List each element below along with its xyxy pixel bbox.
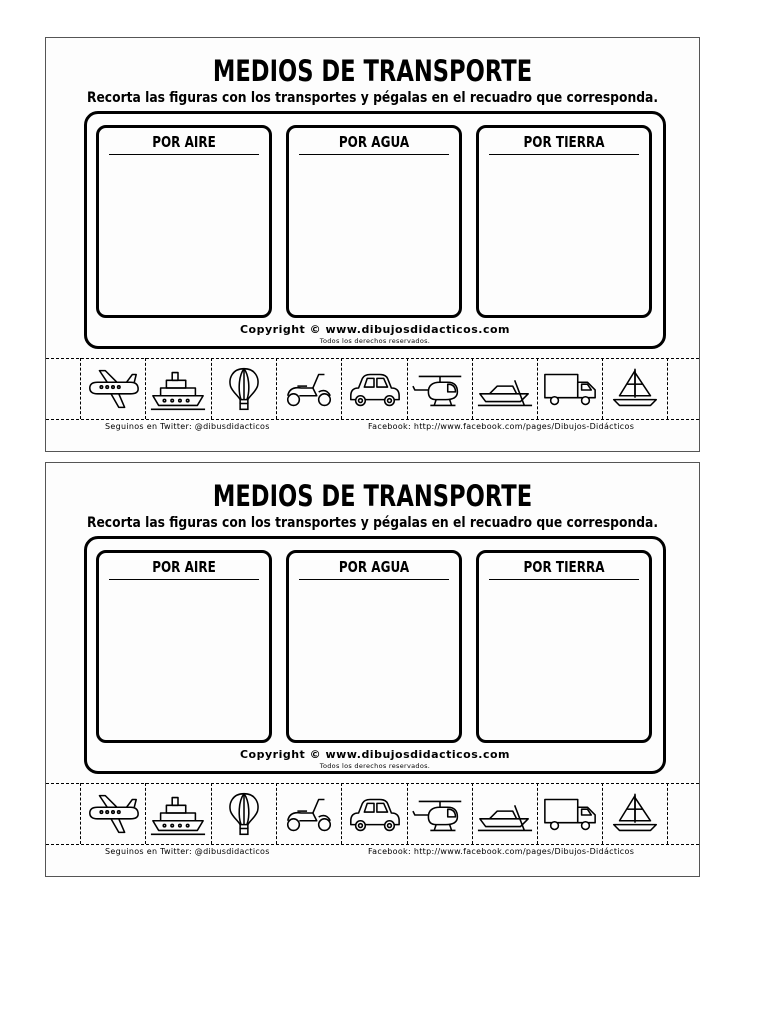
- twitter-footer: Seguinos en Twitter: @dibusdidacticos: [105, 847, 270, 856]
- instruction-text: Recorta las figuras con los transportes y pégalas en el recuadro que corresponda.: [86, 515, 659, 531]
- worksheet-2: [45, 462, 700, 877]
- facebook-footer: Facebook: http://www.facebook.com/pages/Dibujos-Didácticos: [368, 422, 635, 431]
- column-air: [96, 125, 272, 318]
- copyright-text: Copyright © www.dibujosdidacticos.com: [239, 748, 510, 761]
- column-land-title: POR TIERRA: [523, 133, 605, 151]
- airplane-icon: [80, 358, 145, 419]
- column-land: [476, 125, 652, 318]
- divider: [109, 579, 259, 580]
- car-icon: [341, 783, 406, 844]
- airplane-icon: [80, 783, 145, 844]
- column-land-title: POR TIERRA: [523, 558, 605, 576]
- rights-text: Todos los derechos reservados.: [319, 337, 431, 345]
- facebook-footer: Facebook: http://www.facebook.com/pages/Dibujos-Didácticos: [368, 847, 635, 856]
- ship-icon: [145, 783, 210, 844]
- sailboat-icon: [602, 358, 667, 419]
- divider: [299, 154, 449, 155]
- page-title: MEDIOS DE TRANSPORTE: [212, 54, 533, 88]
- hot-air-balloon-icon: [211, 358, 276, 419]
- cut-out-strip: [80, 358, 668, 419]
- divider: [489, 579, 639, 580]
- column-air: [96, 550, 272, 743]
- column-water: [286, 550, 462, 743]
- truck-icon: [537, 358, 602, 419]
- hot-air-balloon-icon: [211, 783, 276, 844]
- instruction-text: Recorta las figuras con los transportes y pégalas en el recuadro que corresponda.: [86, 90, 659, 106]
- truck-icon: [537, 783, 602, 844]
- scooter-icon: [276, 358, 341, 419]
- twitter-footer: Seguinos en Twitter: @dibusdidacticos: [105, 422, 270, 431]
- column-water: [286, 125, 462, 318]
- column-land: [476, 550, 652, 743]
- divider: [109, 154, 259, 155]
- ship-icon: [145, 358, 210, 419]
- rights-text: Todos los derechos reservados.: [319, 762, 431, 770]
- column-water-title: POR AGUA: [338, 558, 410, 576]
- helicopter-icon: [407, 783, 472, 844]
- cut-line-bottom: [46, 419, 699, 420]
- column-water-title: POR AGUA: [338, 133, 410, 151]
- car-icon: [341, 358, 406, 419]
- boat-icon: [472, 783, 537, 844]
- classification-frame: [84, 536, 666, 774]
- worksheet-1: [45, 37, 700, 452]
- divider: [299, 579, 449, 580]
- scooter-icon: [276, 783, 341, 844]
- helicopter-icon: [407, 358, 472, 419]
- sailboat-icon: [602, 783, 667, 844]
- divider: [489, 154, 639, 155]
- cut-line-bottom: [46, 844, 699, 845]
- classification-frame: [84, 111, 666, 349]
- boat-icon: [472, 358, 537, 419]
- column-air-title: POR AIRE: [152, 558, 216, 576]
- page-title: MEDIOS DE TRANSPORTE: [212, 479, 533, 513]
- cut-out-strip: [80, 783, 668, 844]
- copyright-text: Copyright © www.dibujosdidacticos.com: [239, 323, 510, 336]
- column-air-title: POR AIRE: [152, 133, 216, 151]
